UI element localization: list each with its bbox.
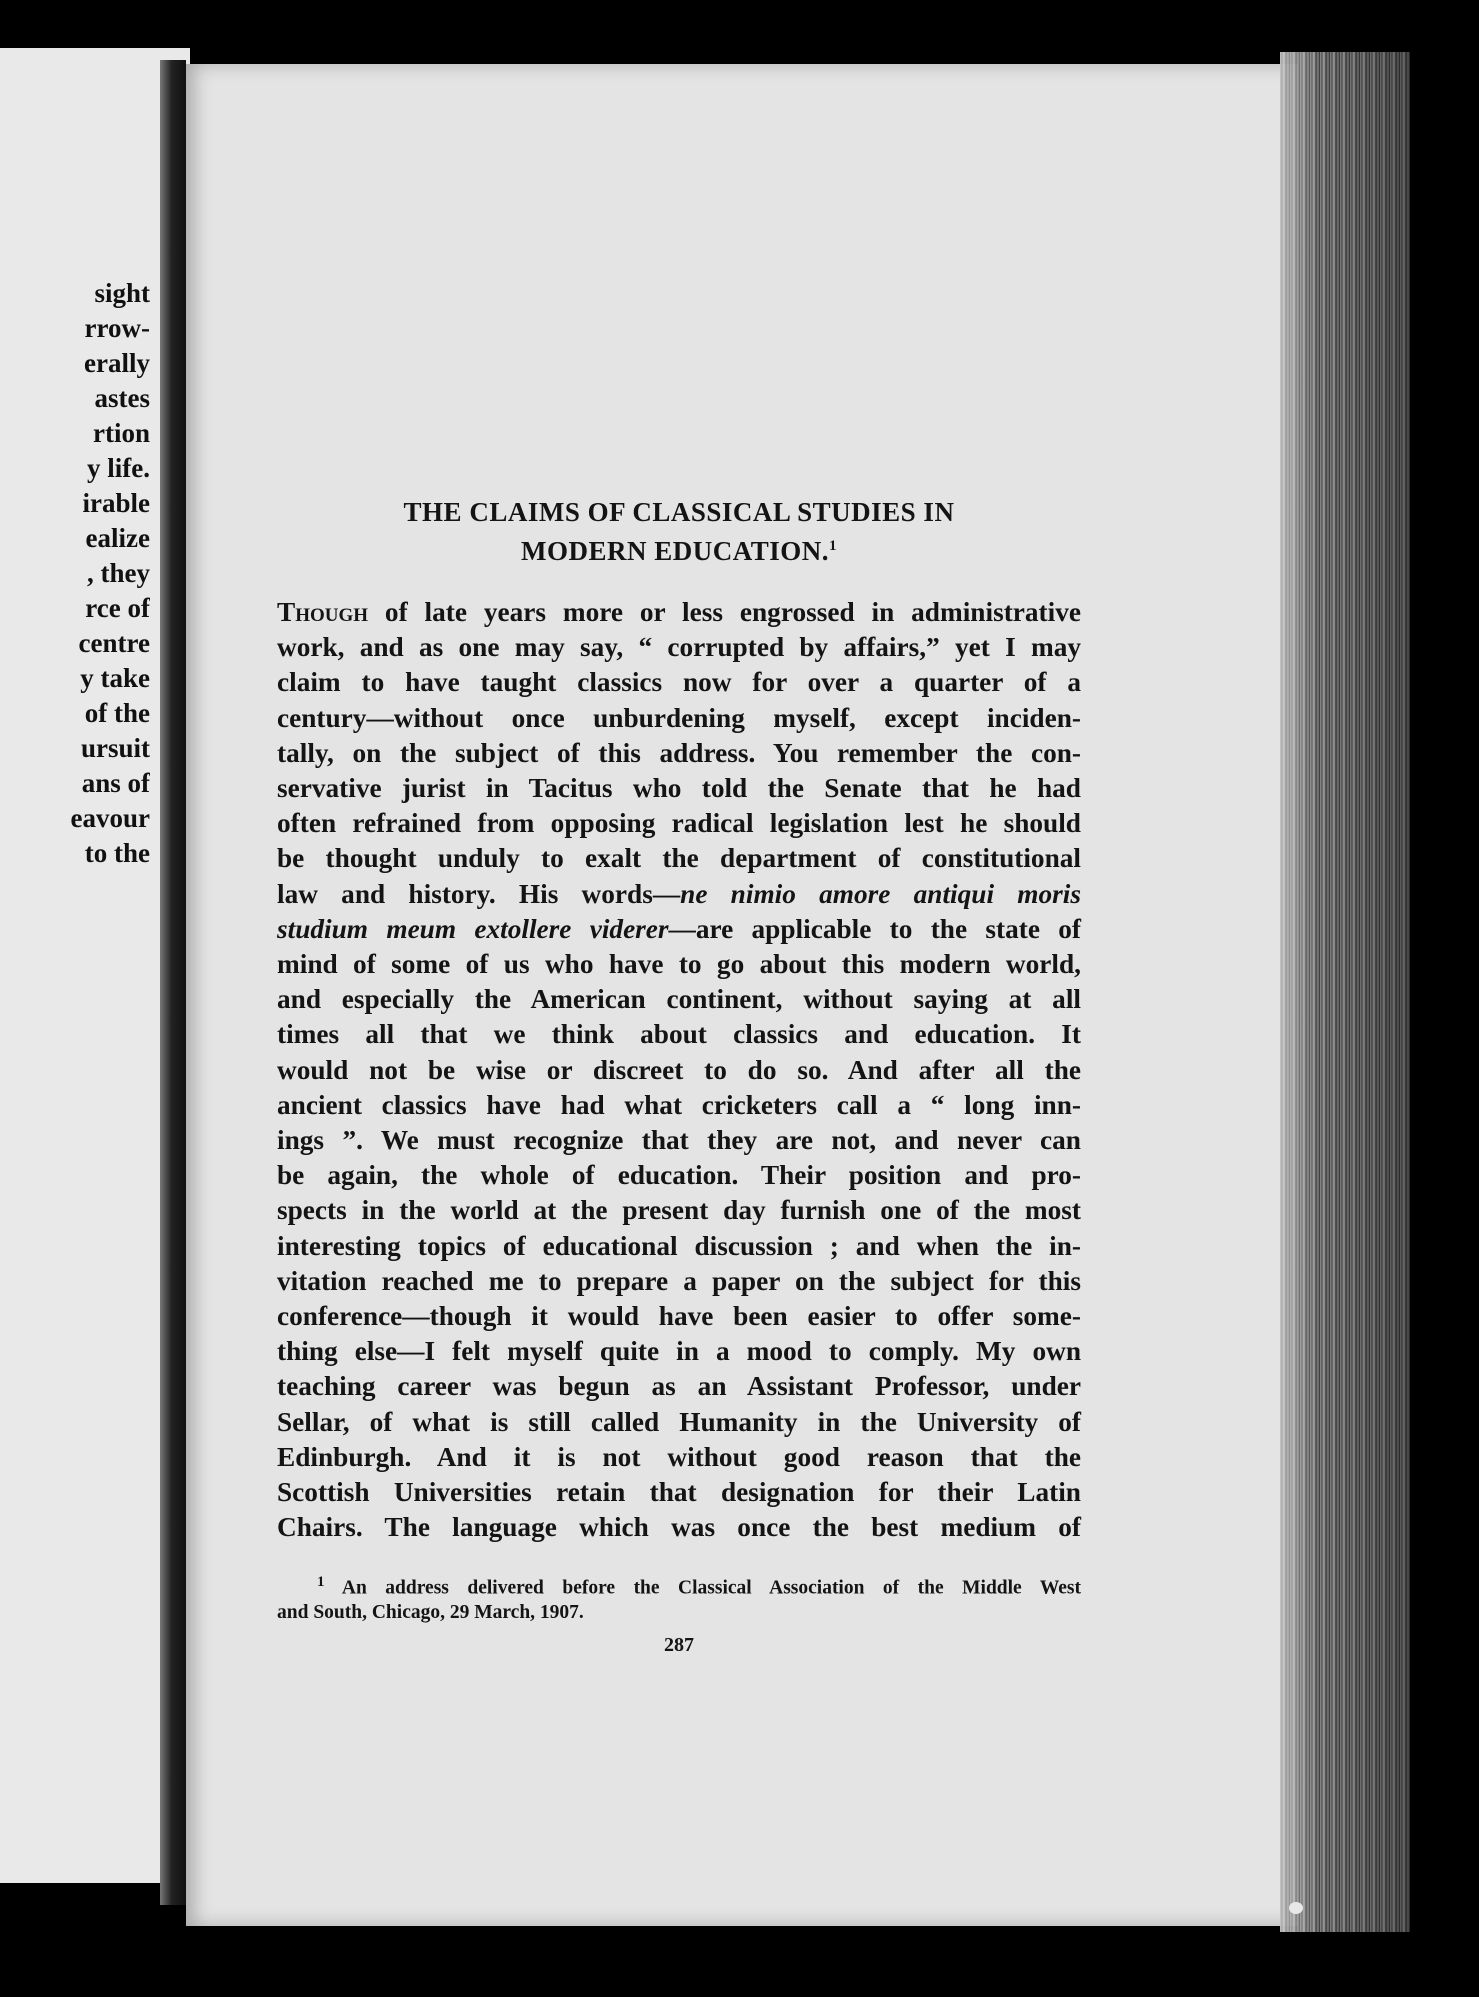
- text-line: mind of some of us who have to go about this modern world,: [277, 949, 1081, 980]
- text-line: vitation reached me to prepare a paper on the subject for this: [277, 1265, 1081, 1296]
- text-line: would not be wise or discreet to do so. And after all the: [277, 1054, 1081, 1085]
- title-line-1: THE CLAIMS OF CLASSICAL STUDIES IN: [403, 497, 955, 527]
- previous-page-line-fragment: rtion: [93, 418, 150, 448]
- text-line: work, and as one may say, “ corrupted by affairs,” yet I may: [277, 632, 1081, 663]
- previous-page-line-fragment: astes: [94, 383, 150, 413]
- text-line: be again, the whole of education. Their position and pro-: [277, 1160, 1081, 1191]
- previous-page-line-fragment: y take: [80, 663, 150, 693]
- article: [277, 495, 1081, 1657]
- footnote: [277, 1570, 1081, 1625]
- footnote-mark: 1: [317, 1574, 325, 1591]
- footnote-line: $^1$ An address delivered before the Classical Association of the Middle West: [317, 1574, 1081, 1599]
- previous-page-line-fragment: ans of: [81, 768, 150, 798]
- text-line: Scottish Universities retain that designation for their Latin: [277, 1477, 1081, 1508]
- text-line: century—without once unburdening myself, except inciden-: [277, 702, 1081, 733]
- text-line: Sellar, of what is still called Humanity in the University of: [277, 1406, 1081, 1437]
- text-line: law and history. His words—ne nimio amore antiqui moris: [277, 878, 1082, 909]
- text-line: tally, on the subject of this address. You remember the con-: [277, 737, 1081, 768]
- text-line: interesting topics of educational discussion ; and when the in-: [277, 1230, 1081, 1261]
- text-line: Chairs. The language which was once the best medium of: [277, 1512, 1081, 1543]
- text-line: studium meum extollere viderer—are applicable to the state of: [277, 913, 1081, 944]
- body-text: [277, 595, 1081, 1545]
- previous-page-line-fragment: ursuit: [80, 733, 150, 763]
- text-line: ancient classics have had what cricketers call a “ long inn-: [277, 1089, 1081, 1120]
- previous-page-line-fragment: centre: [78, 628, 150, 658]
- page-edge-shadow: [1280, 52, 1410, 1932]
- latin-quote-part-1: ne nimio amore antiqui moris: [680, 878, 1082, 909]
- page-number: 287: [664, 1633, 694, 1656]
- previous-page-line-fragment: of the: [84, 698, 150, 728]
- previous-page-line-fragment: eavour: [70, 803, 150, 833]
- text-line: spects in the world at the present day furnish one of the most: [277, 1195, 1081, 1226]
- previous-page-line-fragment: , they: [87, 558, 150, 588]
- previous-page-line-fragment: irable: [82, 488, 150, 518]
- opening-word: Though: [277, 597, 369, 627]
- previous-page-line-fragment: erally: [84, 348, 150, 378]
- text-line: and especially the American continent, without saying at all: [277, 984, 1081, 1015]
- previous-page-line-fragment: ealize: [85, 523, 150, 553]
- article-title: [277, 495, 1081, 568]
- scan-artifact: [1289, 1902, 1303, 1914]
- text-line: Edinburgh. And it is not without good reason that the: [277, 1441, 1081, 1472]
- text-line: times all that we think about classics and education. It: [277, 1019, 1081, 1050]
- previous-page-line-endings: [0, 276, 150, 871]
- text-line: claim to have taught classics now for over a quarter of a: [277, 667, 1081, 698]
- previous-page-line-fragment: sight: [94, 278, 150, 308]
- text-line: servative jurist in Tacitus who told the Senate that he had: [277, 773, 1081, 804]
- text-line: teaching career was begun as an Assistant Professor, under: [277, 1371, 1081, 1402]
- book-gutter: [160, 60, 186, 1905]
- remaining-lines: [277, 947, 1081, 1545]
- footnote-line: and South, Chicago, 29 March, 1907.: [277, 1601, 584, 1623]
- text-line: thing else—I felt myself quite in a mood to comply. My own: [277, 1336, 1081, 1367]
- previous-page-line-fragment: y life.: [87, 453, 150, 483]
- previous-page-line-fragment: rrow-: [84, 313, 150, 343]
- text-line: conference—though it would have been easier to offer some-: [277, 1301, 1081, 1332]
- previous-page-line-fragment: rce of: [85, 593, 150, 623]
- title-footnote-mark: 1: [829, 538, 837, 554]
- text-line: often refrained from opposing radical legislation lest he should: [277, 808, 1081, 839]
- title-line-2: MODERN EDUCATION.: [520, 536, 829, 566]
- text-line: Though of late years more or less engrossed in administrative: [277, 597, 1081, 627]
- text-line: be thought unduly to exalt the department of constitutional: [277, 843, 1081, 874]
- previous-page-line-fragment: to the: [84, 838, 150, 868]
- text-line: ings ”. We must recognize that they are not, and never can: [277, 1125, 1081, 1156]
- latin-quote-part-2: studium meum extollere viderer: [277, 913, 669, 944]
